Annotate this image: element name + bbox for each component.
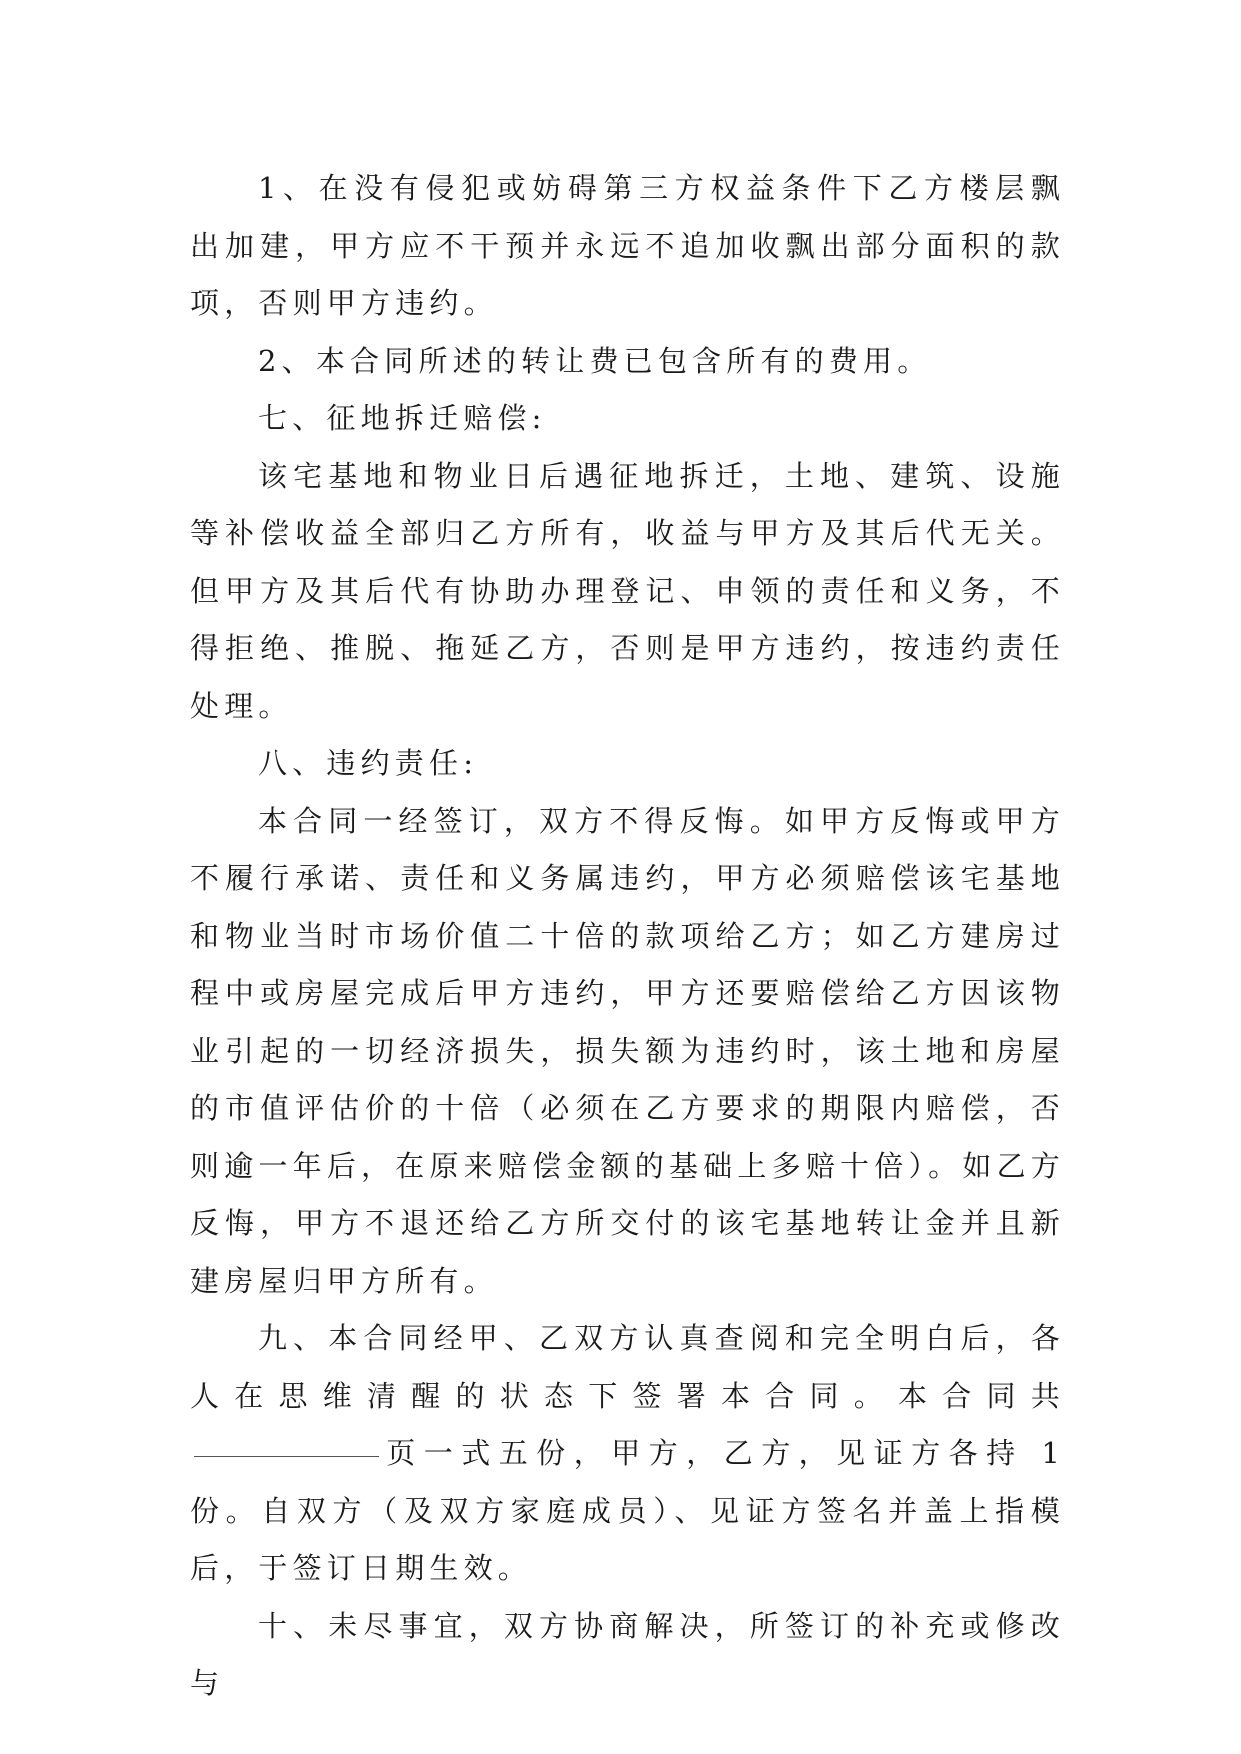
- clause-paragraph-10: 十、未尽事宜，双方协商解决，所签订的补充或修改与: [190, 1608, 1065, 1700]
- page-count-blank: [194, 1455, 379, 1457]
- clause-9-text-after: 页一式五份，甲方，乙方，见证方各持 1 份。自双方（及双方家庭成员）、见证方签名并盖上指模后，于签订日期生效。: [190, 1436, 1065, 1585]
- clause-paragraph-2: 2、本合同所述的转让费已包含所有的费用。: [258, 343, 932, 378]
- clause-paragraph-breach: 本合同一经签订，双方不得反悔。如甲方反悔或甲方不履行承诺、责任和义务属违约，甲方必须赔偿该宅基地和物业当时市场价值二十倍的款项给乙方；如乙方建房过程中或房屋完成后甲方违约，甲方还要赔偿给乙方因该物业引起的一切经济损失，损失额为违约时，该土地和房屋的市值评估价的十倍（必须在乙方要求的期限内赔偿，否则逾一年后，在原来赔偿金额的基础上多赔十倍）。如乙方反悔，甲方不退还给乙方所交付的该宅基地转让金并且新建房屋归甲方所有。: [190, 803, 1065, 1298]
- clause-paragraph-compensation: 该宅基地和物业日后遇征地拆迁，土地、建筑、设施等补偿收益全部归乙方所有，收益与甲方及其后代无关。但甲方及其后代有协助办理登记、申领的责任和义务，不得拒绝、推脱、拖延乙方，否则是甲方违约，按违约责任处理。: [190, 458, 1065, 723]
- clause-9-text-before: 九、本合同经甲、乙双方认真查阅和完全明白后，各人在思维清醒的状态下签署本合同。本合同共: [190, 1321, 1065, 1413]
- section-heading-7: 七、征地拆迁赔偿:: [258, 401, 547, 435]
- section-heading-8: 八、违约责任:: [258, 746, 479, 780]
- clause-paragraph-1: 1、在没有侵犯或妨碍第三方权益条件下乙方楼层飘出加建，甲方应不干预并永远不追加收飘出部分面积的款项，否则甲方违约。: [190, 171, 1065, 320]
- clause-paragraph-9: [190, 1310, 1065, 1598]
- document-body: [190, 160, 1065, 1713]
